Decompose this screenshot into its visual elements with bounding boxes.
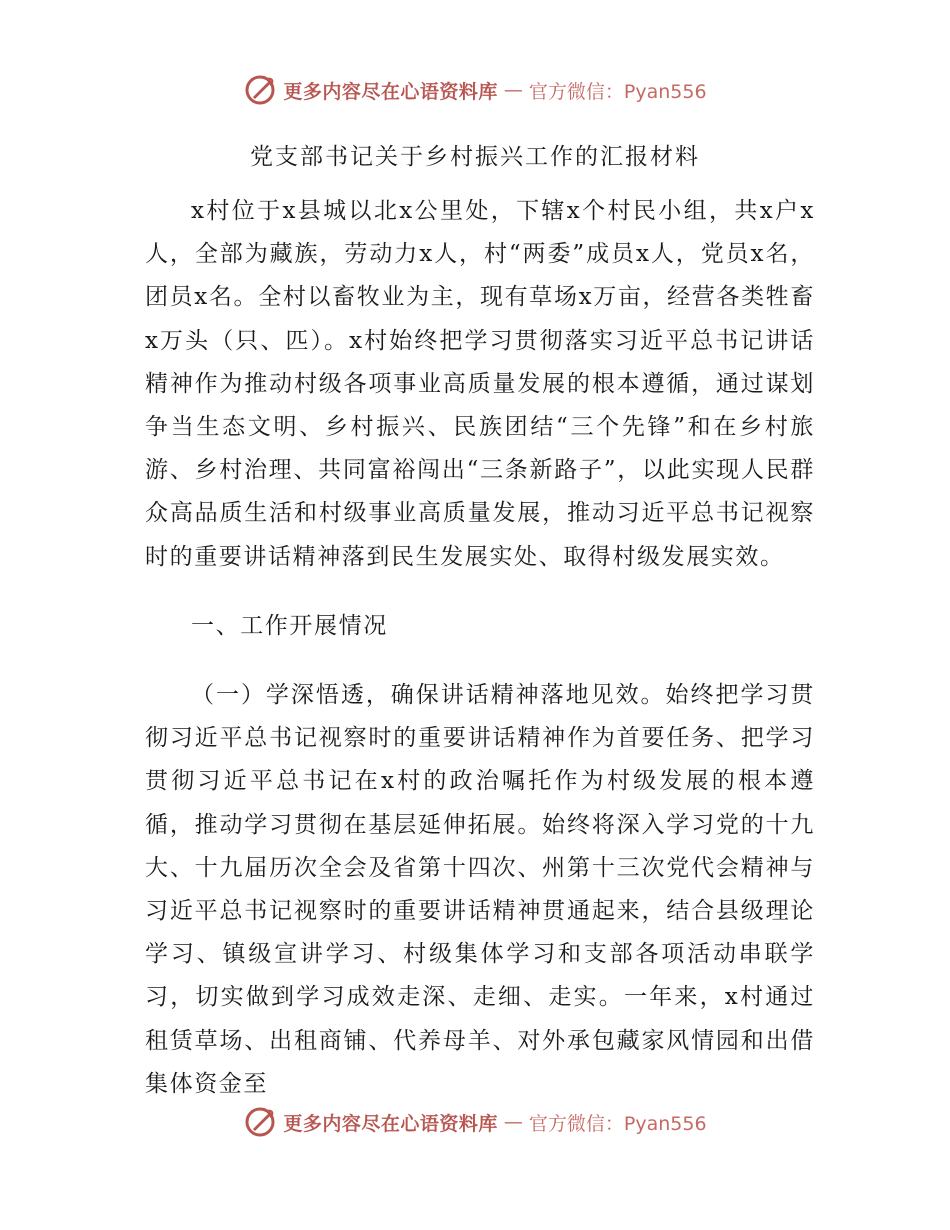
watermark-separator: — (503, 1111, 523, 1133)
watermark-text: 更多内容尽在心语资料库 (283, 80, 498, 103)
quill-logo-icon (243, 73, 277, 107)
watermark-wechat: 官方微信：Pyan556 (528, 80, 707, 103)
watermark-banner-inner (243, 1105, 706, 1139)
paragraph-section-1: （一）学深悟透，确保讲话精神落地见效。始终把学习贯彻习近平总书记视察时的重要讲话精神作为首要任务、把学习贯彻习近平总书记在x村的政治嘱托作为村级发展的根本遵循，推动学习贯彻在基层延伸拓展。始终将深入学习党的十九大、十九届历次全会及省第十四次、州第十三次党代会精神与习近平总书记视察时的重要讲话精神贯通起来，结合县级理论学习、镇级宣讲学习、村级集体学习和支部各项活动串联学习，切实做到学习成效走深、走细、走实。一年来，x村通过租赁草场、出租商铺、代养母羊、对外承包藏家风情园和出借集体资金至 (145, 682, 815, 1097)
section-heading: 一、工作开展情况 (191, 612, 388, 639)
document-title: 党支部书记关于乡村振兴工作的汇报材料 (250, 144, 700, 170)
watermark-separator: — (503, 79, 523, 101)
watermark-banner-inner (243, 73, 706, 107)
quill-logo-icon (243, 1105, 277, 1139)
watermark-text: 更多内容尽在心语资料库 (283, 1112, 498, 1135)
watermark-banner-top (0, 68, 950, 112)
paragraph-intro: x村位于x县城以北x公里处，下辖x个村民小组，共x户x人，全部为藏族，劳动力x人，村“两委”成员x人，党员x名，团员x名。全村以畜牧业为主，现有草场x万亩，经营各类牲畜x万头（只、匹）。x村始终把学习贯彻落实习近平总书记讲话精神作为推动村级各项事业高质量发展的根本遵循，通过谋划争当生态文明、乡村振兴、民族团结“三个先锋”和在乡村旅游、乡村治理、共同富裕闯出“三条新路子”，以此实现人民群众高品质生活和村级事业高质量发展，推动习近平总书记视察时的重要讲话精神落到民生发展实处、取得村级发展实效。 (145, 198, 815, 570)
watermark-banner-bottom (0, 1100, 950, 1144)
watermark-wechat: 官方微信：Pyan556 (528, 1112, 707, 1135)
document-body (145, 190, 815, 1106)
